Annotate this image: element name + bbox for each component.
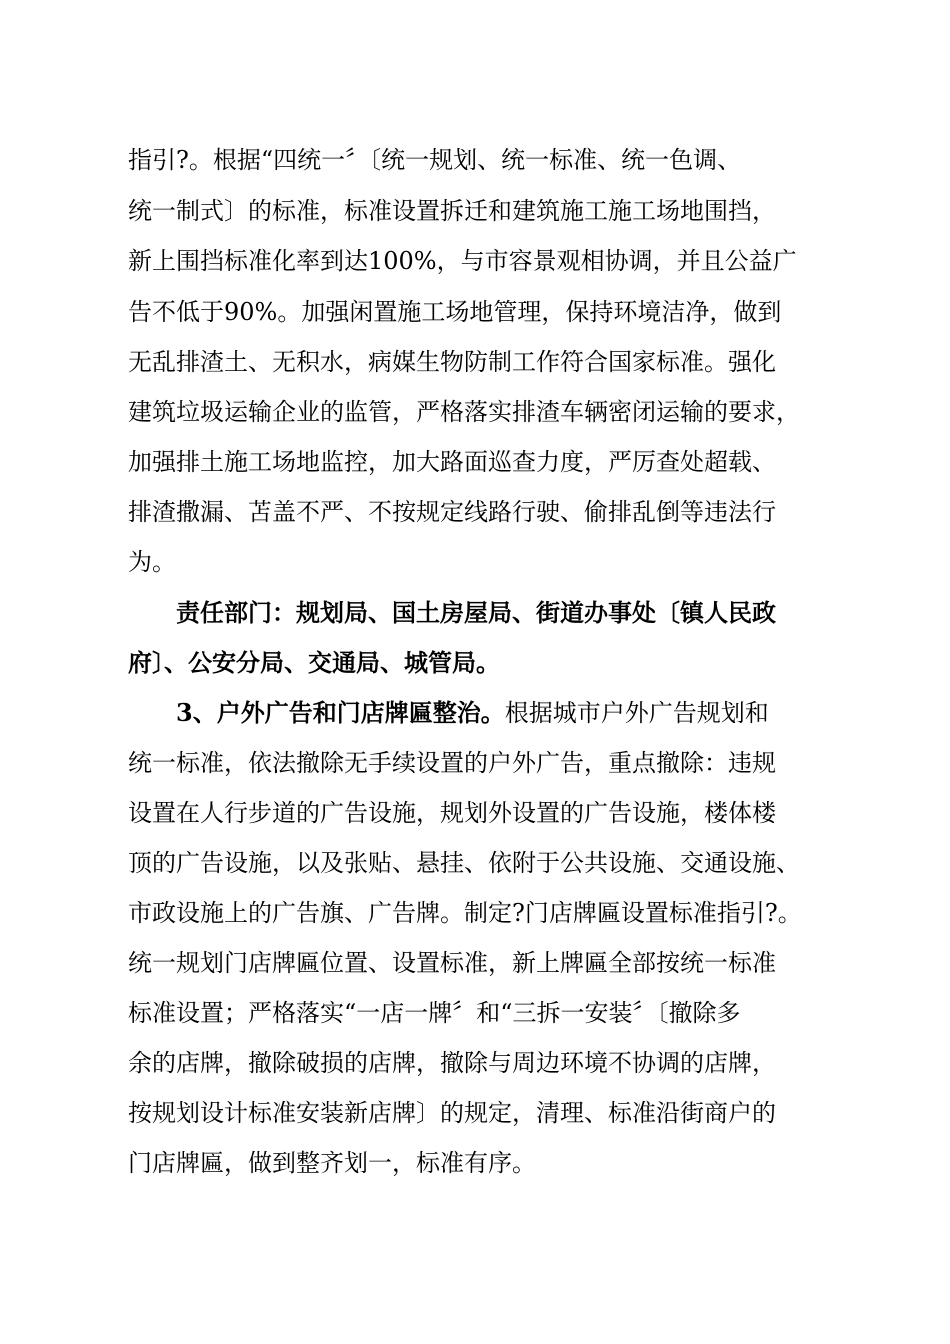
paragraph-line: 无乱排渣土、无积水，病媒生物防制工作符合国家标准。强化 xyxy=(128,348,776,376)
paragraph-line: 建筑垃圾运输企业的监管，严格落实排渣车辆密闭运输的要求， xyxy=(128,398,800,426)
paragraph-line: 统一规划门店牌匾位置、设置标准，新上牌匾全部按统一标准 xyxy=(128,949,776,977)
paragraph-line: 为。 xyxy=(128,548,176,576)
paragraph-line: 告不低于90%。加强闲置施工场地管理，保持环境洁净，做到 xyxy=(128,298,782,326)
paragraph-line: 设置在人行步道的广告设施，规划外设置的广告设施，楼体楼 xyxy=(128,799,776,827)
section-heading-line xyxy=(176,690,950,736)
paragraph-line: 统一标准，依法撤除无手续设置的户外广告，重点撤除：违规 xyxy=(128,749,776,777)
responsibility-line: 府〕、公安分局、交通局、城管局。 xyxy=(128,648,500,677)
paragraph-line: 统一制式〕的标准，标准设置拆迁和建筑施工施工场地围挡， xyxy=(128,197,776,225)
paragraph-line: 按规划设计标准安装新店牌〕的规定，清理、标准沿街商户的 xyxy=(128,1099,776,1127)
paragraph-line: 市政设施上的广告旗、广告牌。制定?门店牌匾设置标准指引?。 xyxy=(128,899,802,927)
paragraph-line: 新上围挡标准化率到达100%，与市容景观相协调，并且公益广 xyxy=(128,247,797,275)
section-text: 根据城市户外广告规划和 xyxy=(504,699,769,727)
responsibility-line: 责任部门：规划局、国土房屋局、街道办事处〔镇人民政 xyxy=(176,598,776,627)
paragraph-line: 门店牌匾，做到整齐划一，标准有序。 xyxy=(128,1149,536,1177)
section-heading: 3、户外广告和门店牌匾整治。 xyxy=(176,698,505,727)
paragraph-line: 指引?。根据“四统一〞〔统一规划、统一标准、统一色调、 xyxy=(128,146,742,174)
paragraph-line: 余的店牌，撤除破损的店牌，撤除与周边环境不协调的店牌， xyxy=(128,1049,776,1077)
paragraph-line: 顶的广告设施，以及张贴、悬挂、依附于公共设施、交通设施、 xyxy=(128,849,800,877)
paragraph-line: 排渣撒漏、苫盖不严、不按规定线路行驶、偷排乱倒等违法行 xyxy=(128,498,776,526)
paragraph-line: 标准设置；严格落实“一店一牌〞和“三拆一安装〞〔撤除多 xyxy=(128,999,741,1027)
paragraph-line: 加强排土施工场地监控，加大路面巡查力度，严厉查处超载、 xyxy=(128,448,776,476)
